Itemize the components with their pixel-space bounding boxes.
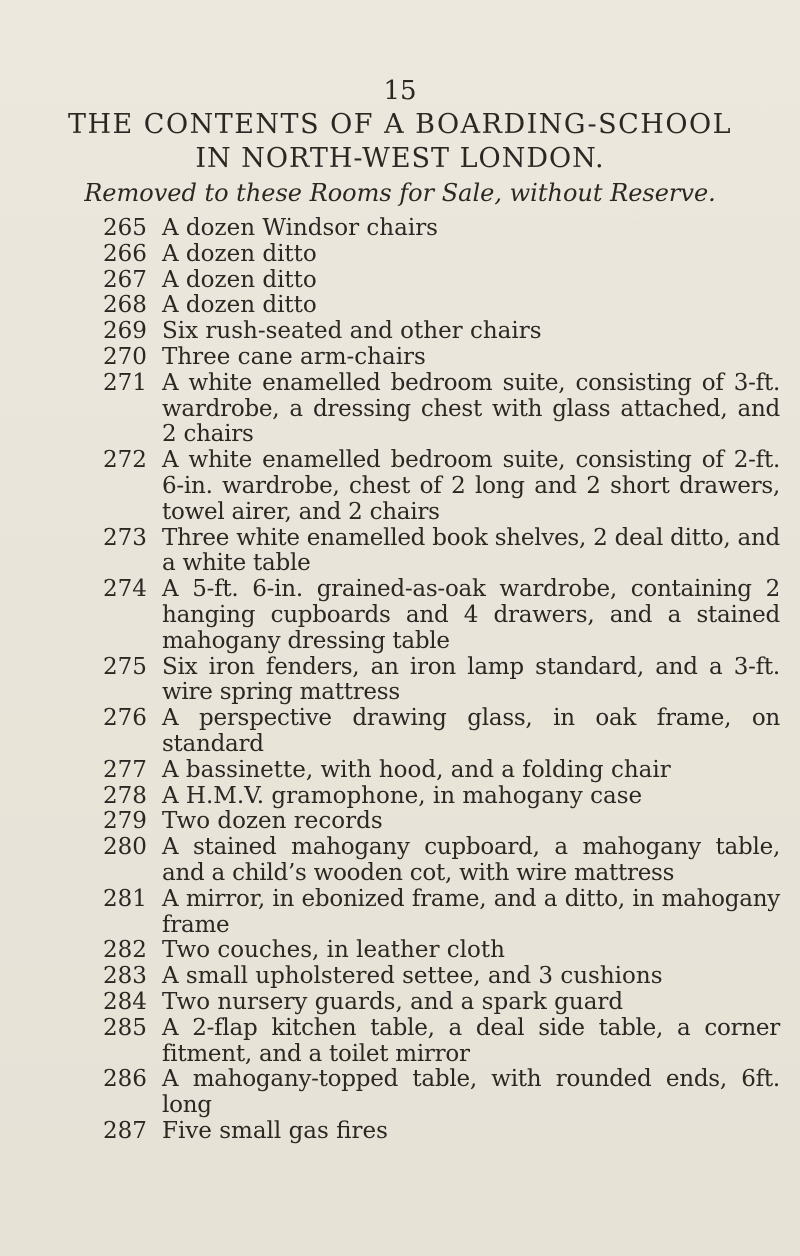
lot-description: Three white enamelled book shelves, 2 deal ditto, and a white table [162, 524, 780, 577]
lot-description: A mahogany-topped table, with rounded ends, 6ft. long [162, 1066, 780, 1119]
lot-description: A small upholstered settee, and 3 cushions [162, 963, 663, 990]
lot-description: A mirror, in ebonized frame, and a ditto, in mahogany frame [162, 885, 780, 938]
lot-number: 276 [103, 705, 147, 732]
lot-item [0, 319, 800, 345]
lot-number: 281 [103, 885, 147, 912]
lot-item [0, 577, 800, 654]
lot-number: 279 [103, 808, 147, 835]
lot-number: 287 [103, 1117, 147, 1144]
lot-item [0, 938, 800, 964]
lot-item [0, 758, 800, 784]
lot-number: 275 [103, 653, 147, 680]
lot-description: A stained mahogany cupboard, a mahogany table, and a child’s wooden cot, with wire mattress [162, 834, 780, 886]
lot-description: A dozen ditto [162, 240, 317, 267]
title-line-1: THE CONTENTS OF A BOARDING-SCHOOL [67, 109, 733, 140]
lot-description: A 5-ft. 6-in. grained-as-oak wardrobe, containing 2 hanging cupboards and 4 drawers, and a stained mahogany dressing table [162, 576, 780, 654]
lot-number: 270 [103, 343, 147, 370]
lot-list [0, 216, 800, 1145]
lot-item [0, 835, 800, 887]
lot-number: 284 [103, 988, 147, 1015]
lot-number: 286 [103, 1066, 147, 1093]
lot-description: A white enamelled bedroom suite, consisting of 2-ft. 6-in. wardrobe, chest of 2 long and 2 short drawers, towel airer, and 2 chairs [162, 447, 780, 525]
lot-number: 278 [103, 782, 147, 809]
lot-number: 268 [103, 292, 147, 319]
lot-item [0, 216, 800, 242]
lot-description: Three cane arm-chairs [162, 343, 426, 370]
lot-item [0, 526, 800, 578]
lot-description: A dozen ditto [162, 292, 317, 319]
lot-description: Two nursery guards, and a spark guard [162, 988, 624, 1015]
lot-description: A white enamelled bedroom suite, consisting of 3-ft. wardrobe, a dressing chest with glass attached, and 2 chairs [162, 369, 780, 448]
lot-item [0, 1067, 800, 1119]
lot-description: A dozen ditto [162, 266, 317, 293]
lot-description: Two dozen records [162, 808, 383, 835]
page-title [0, 108, 800, 176]
lot-item [0, 268, 800, 294]
lot-item [0, 1016, 800, 1068]
title-line-2: IN NORTH-WEST LONDON. [195, 143, 605, 174]
lot-item [0, 784, 800, 810]
lot-item [0, 448, 800, 525]
lot-description: Five small gas fires [162, 1117, 388, 1144]
lot-description: A bassinette, with hood, and a folding chair [162, 756, 671, 783]
lot-item [0, 293, 800, 319]
lot-item [0, 887, 800, 939]
lot-number: 274 [103, 576, 147, 603]
lot-description: A 2-flap kitchen table, a deal side table, a corner fitment, and a toilet mirror [162, 1014, 780, 1067]
lot-description: A perspective drawing glass, in oak frame, on standard [162, 705, 780, 757]
lot-description: Two couches, in leather cloth [162, 937, 505, 964]
lot-number: 277 [103, 756, 147, 783]
lot-item [0, 371, 800, 448]
lot-item [0, 1119, 800, 1145]
lot-item [0, 706, 800, 758]
lot-number: 269 [103, 318, 147, 345]
lot-number: 273 [103, 524, 147, 551]
lot-number: 282 [103, 937, 147, 964]
lot-number: 283 [103, 963, 147, 990]
lot-number: 266 [103, 240, 147, 267]
lot-number: 271 [103, 369, 147, 396]
lot-item [0, 990, 800, 1016]
lot-number: 285 [103, 1014, 147, 1041]
lot-item [0, 964, 800, 990]
lot-description: Six iron fenders, an iron lamp standard, and a 3-ft. wire spring mattress [162, 653, 780, 706]
lot-item [0, 242, 800, 268]
lot-item [0, 655, 800, 707]
lot-description: Six rush-seated and other chairs [162, 318, 542, 345]
page-number: 15 [383, 76, 417, 106]
lot-number: 267 [103, 266, 147, 293]
lot-number: 265 [103, 215, 147, 241]
lot-item [0, 345, 800, 371]
lot-number: 280 [103, 834, 147, 861]
lot-description: A dozen Windsor chairs [162, 215, 438, 241]
subtitle: Removed to these Rooms for Sale, without Reserve. [84, 179, 716, 207]
lot-number: 272 [103, 447, 147, 474]
lot-description: A H.M.V. gramophone, in mahogany case [162, 782, 643, 809]
lot-item [0, 809, 800, 835]
